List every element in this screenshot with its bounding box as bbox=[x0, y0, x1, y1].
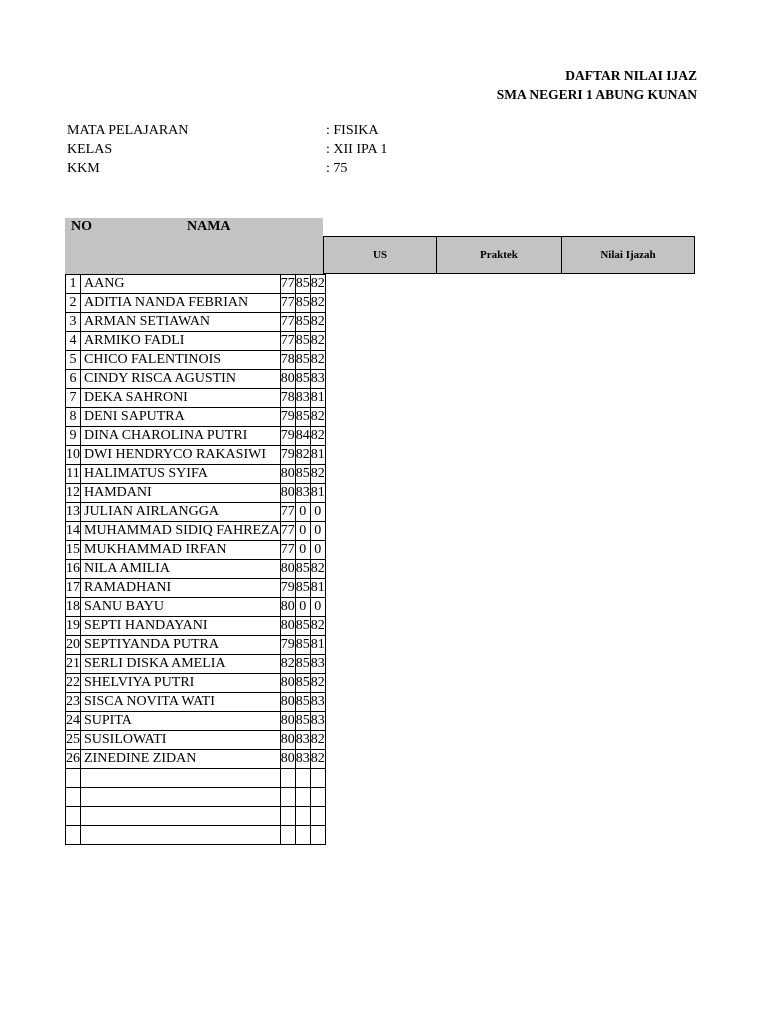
table-row bbox=[66, 617, 326, 636]
student-name: ADITIA NANDA FEBRIAN bbox=[81, 294, 281, 313]
table-row bbox=[66, 332, 326, 351]
score-ijazah: 83 bbox=[310, 693, 325, 712]
class-label: KELAS bbox=[67, 142, 113, 157]
score-praktek: 85 bbox=[295, 636, 310, 655]
table-row bbox=[66, 579, 326, 598]
student-name: AANG bbox=[81, 275, 281, 294]
subject-value: : FISIKA bbox=[326, 123, 379, 138]
score-ijazah: 82 bbox=[310, 731, 325, 750]
score-praktek bbox=[295, 826, 310, 845]
student-name: HALIMATUS SYIFA bbox=[81, 465, 281, 484]
table-row bbox=[66, 769, 326, 788]
score-praktek: 85 bbox=[295, 351, 310, 370]
row-number: 21 bbox=[66, 655, 81, 674]
score-praktek: 83 bbox=[295, 750, 310, 769]
student-name: RAMADHANI bbox=[81, 579, 281, 598]
table-row bbox=[66, 807, 326, 826]
table-row bbox=[66, 636, 326, 655]
score-praktek: 85 bbox=[295, 370, 310, 389]
score-us: 80 bbox=[280, 484, 295, 503]
header-no: NO bbox=[71, 219, 92, 234]
score-ijazah: 0 bbox=[310, 503, 325, 522]
score-us: 80 bbox=[280, 674, 295, 693]
table-row bbox=[66, 693, 326, 712]
score-us: 80 bbox=[280, 617, 295, 636]
student-name: MUKHAMMAD IRFAN bbox=[81, 541, 281, 560]
score-ijazah: 81 bbox=[310, 446, 325, 465]
student-name: SEPTI HANDAYANI bbox=[81, 617, 281, 636]
score-praktek: 85 bbox=[295, 617, 310, 636]
table-row bbox=[66, 294, 326, 313]
row-number: 6 bbox=[66, 370, 81, 389]
student-name: HAMDANI bbox=[81, 484, 281, 503]
score-ijazah: 0 bbox=[310, 598, 325, 617]
row-number: 7 bbox=[66, 389, 81, 408]
row-number: 14 bbox=[66, 522, 81, 541]
score-praktek: 85 bbox=[295, 579, 310, 598]
student-name: DEKA SAHRONI bbox=[81, 389, 281, 408]
table-row bbox=[66, 313, 326, 332]
table-row bbox=[66, 712, 326, 731]
row-number: 18 bbox=[66, 598, 81, 617]
student-name: ZINEDINE ZIDAN bbox=[81, 750, 281, 769]
score-us bbox=[280, 826, 295, 845]
student-name: ARMAN SETIAWAN bbox=[81, 313, 281, 332]
score-praktek: 0 bbox=[295, 503, 310, 522]
student-name: CHICO FALENTINOIS bbox=[81, 351, 281, 370]
score-us: 78 bbox=[280, 351, 295, 370]
score-us: 82 bbox=[280, 655, 295, 674]
score-us bbox=[280, 769, 295, 788]
table-row bbox=[66, 503, 326, 522]
row-number: 26 bbox=[66, 750, 81, 769]
row-number bbox=[66, 826, 81, 845]
header-us: US bbox=[323, 236, 437, 274]
student-name: ARMIKO FADLI bbox=[81, 332, 281, 351]
student-name: SISCA NOVITA WATI bbox=[81, 693, 281, 712]
table-row bbox=[66, 446, 326, 465]
score-us: 79 bbox=[280, 636, 295, 655]
score-us: 79 bbox=[280, 427, 295, 446]
score-ijazah bbox=[310, 826, 325, 845]
row-number: 16 bbox=[66, 560, 81, 579]
student-name bbox=[81, 807, 281, 826]
score-ijazah: 83 bbox=[310, 370, 325, 389]
table-row bbox=[66, 598, 326, 617]
table-row bbox=[66, 408, 326, 427]
score-ijazah: 82 bbox=[310, 560, 325, 579]
class-row bbox=[67, 140, 388, 159]
score-praktek: 83 bbox=[295, 484, 310, 503]
score-ijazah: 0 bbox=[310, 522, 325, 541]
score-praktek: 82 bbox=[295, 446, 310, 465]
score-us: 80 bbox=[280, 370, 295, 389]
score-praktek: 0 bbox=[295, 541, 310, 560]
score-ijazah: 82 bbox=[310, 313, 325, 332]
score-ijazah: 82 bbox=[310, 465, 325, 484]
table-row bbox=[66, 655, 326, 674]
score-us: 79 bbox=[280, 446, 295, 465]
score-ijazah: 82 bbox=[310, 408, 325, 427]
row-number: 3 bbox=[66, 313, 81, 332]
score-ijazah bbox=[310, 807, 325, 826]
table-row bbox=[66, 560, 326, 579]
student-name bbox=[81, 769, 281, 788]
score-us bbox=[280, 807, 295, 826]
row-number: 15 bbox=[66, 541, 81, 560]
score-praktek: 85 bbox=[295, 465, 310, 484]
score-ijazah: 81 bbox=[310, 484, 325, 503]
header-nilai-ijazah: Nilai Ijazah bbox=[561, 236, 695, 274]
table-row bbox=[66, 427, 326, 446]
score-praktek bbox=[295, 769, 310, 788]
table-row bbox=[66, 826, 326, 845]
score-us: 77 bbox=[280, 313, 295, 332]
score-praktek bbox=[295, 807, 310, 826]
class-value: : XII IPA 1 bbox=[326, 142, 388, 157]
title-line-1: DAFTAR NILAI IJAZ bbox=[565, 68, 697, 83]
row-number: 1 bbox=[66, 275, 81, 294]
student-name: SUSILOWATI bbox=[81, 731, 281, 750]
score-praktek: 85 bbox=[295, 674, 310, 693]
score-us: 77 bbox=[280, 275, 295, 294]
student-name: SUPITA bbox=[81, 712, 281, 731]
row-number: 9 bbox=[66, 427, 81, 446]
table-row bbox=[66, 750, 326, 769]
score-ijazah: 82 bbox=[310, 351, 325, 370]
score-ijazah bbox=[310, 769, 325, 788]
score-ijazah: 83 bbox=[310, 655, 325, 674]
row-number: 4 bbox=[66, 332, 81, 351]
student-name: SERLI DISKA AMELIA bbox=[81, 655, 281, 674]
score-us bbox=[280, 788, 295, 807]
header-nama: NAMA bbox=[187, 219, 231, 234]
score-ijazah: 81 bbox=[310, 636, 325, 655]
score-ijazah bbox=[310, 788, 325, 807]
row-number: 5 bbox=[66, 351, 81, 370]
subject-label: MATA PELAJARAN bbox=[67, 123, 189, 138]
table-row bbox=[66, 731, 326, 750]
student-name: SEPTIYANDA PUTRA bbox=[81, 636, 281, 655]
row-number: 17 bbox=[66, 579, 81, 598]
table-row bbox=[66, 522, 326, 541]
score-praktek: 85 bbox=[295, 408, 310, 427]
score-ijazah: 82 bbox=[310, 332, 325, 351]
score-us: 77 bbox=[280, 332, 295, 351]
table-row bbox=[66, 370, 326, 389]
score-us: 80 bbox=[280, 598, 295, 617]
title-line-2: SMA NEGERI 1 ABUNG KUNAN bbox=[496, 87, 697, 102]
score-us: 77 bbox=[280, 522, 295, 541]
table-row bbox=[66, 465, 326, 484]
score-us: 77 bbox=[280, 541, 295, 560]
kkm-label: KKM bbox=[67, 161, 100, 176]
score-ijazah: 82 bbox=[310, 294, 325, 313]
score-us: 79 bbox=[280, 408, 295, 427]
score-ijazah: 81 bbox=[310, 389, 325, 408]
student-name: JULIAN AIRLANGGA bbox=[81, 503, 281, 522]
score-praktek: 85 bbox=[295, 655, 310, 674]
score-praktek: 85 bbox=[295, 332, 310, 351]
score-us: 77 bbox=[280, 294, 295, 313]
score-ijazah: 0 bbox=[310, 541, 325, 560]
score-praktek: 84 bbox=[295, 427, 310, 446]
info-block bbox=[67, 121, 388, 178]
student-name: DENI SAPUTRA bbox=[81, 408, 281, 427]
score-praktek: 83 bbox=[295, 731, 310, 750]
score-praktek: 85 bbox=[295, 313, 310, 332]
score-praktek: 85 bbox=[295, 560, 310, 579]
student-name: NILA AMILIA bbox=[81, 560, 281, 579]
student-name: CINDY RISCA AGUSTIN bbox=[81, 370, 281, 389]
score-us: 79 bbox=[280, 579, 295, 598]
score-praktek: 85 bbox=[295, 275, 310, 294]
score-us: 80 bbox=[280, 731, 295, 750]
score-us: 80 bbox=[280, 465, 295, 484]
score-praktek: 85 bbox=[295, 294, 310, 313]
row-number bbox=[66, 807, 81, 826]
table-row bbox=[66, 674, 326, 693]
table-row bbox=[66, 351, 326, 370]
student-name bbox=[81, 826, 281, 845]
row-number: 2 bbox=[66, 294, 81, 313]
row-number: 11 bbox=[66, 465, 81, 484]
table-row bbox=[66, 788, 326, 807]
score-ijazah: 82 bbox=[310, 750, 325, 769]
student-name bbox=[81, 788, 281, 807]
row-number: 25 bbox=[66, 731, 81, 750]
row-number: 23 bbox=[66, 693, 81, 712]
row-number bbox=[66, 788, 81, 807]
score-praktek bbox=[295, 788, 310, 807]
score-us: 77 bbox=[280, 503, 295, 522]
table-row bbox=[66, 484, 326, 503]
score-ijazah: 82 bbox=[310, 275, 325, 294]
student-name: DWI HENDRYCO RAKASIWI bbox=[81, 446, 281, 465]
row-number: 10 bbox=[66, 446, 81, 465]
student-name: SHELVIYA PUTRI bbox=[81, 674, 281, 693]
score-us: 80 bbox=[280, 750, 295, 769]
score-ijazah: 82 bbox=[310, 427, 325, 446]
score-us: 80 bbox=[280, 560, 295, 579]
row-number: 13 bbox=[66, 503, 81, 522]
table-row bbox=[66, 541, 326, 560]
score-ijazah: 82 bbox=[310, 617, 325, 636]
student-name: SANU BAYU bbox=[81, 598, 281, 617]
row-number: 19 bbox=[66, 617, 81, 636]
score-praktek: 0 bbox=[295, 598, 310, 617]
grades-body bbox=[65, 274, 326, 845]
score-praktek: 0 bbox=[295, 522, 310, 541]
score-praktek: 85 bbox=[295, 712, 310, 731]
header-praktek: Praktek bbox=[436, 236, 562, 274]
row-number: 12 bbox=[66, 484, 81, 503]
score-ijazah: 81 bbox=[310, 579, 325, 598]
score-ijazah: 82 bbox=[310, 674, 325, 693]
row-number: 24 bbox=[66, 712, 81, 731]
document-title bbox=[420, 66, 697, 104]
score-ijazah: 83 bbox=[310, 712, 325, 731]
table-row bbox=[66, 275, 326, 294]
score-us: 80 bbox=[280, 712, 295, 731]
row-number bbox=[66, 769, 81, 788]
kkm-value: : 75 bbox=[326, 161, 348, 176]
score-praktek: 83 bbox=[295, 389, 310, 408]
score-us: 78 bbox=[280, 389, 295, 408]
score-us: 80 bbox=[280, 693, 295, 712]
student-name: DINA CHAROLINA PUTRI bbox=[81, 427, 281, 446]
row-number: 20 bbox=[66, 636, 81, 655]
row-number: 8 bbox=[66, 408, 81, 427]
student-name: MUHAMMAD SIDIQ FAHREZA bbox=[81, 522, 281, 541]
kkm-row bbox=[67, 159, 348, 178]
score-praktek: 85 bbox=[295, 693, 310, 712]
table-row bbox=[66, 389, 326, 408]
subject-row bbox=[67, 121, 379, 140]
row-number: 22 bbox=[66, 674, 81, 693]
